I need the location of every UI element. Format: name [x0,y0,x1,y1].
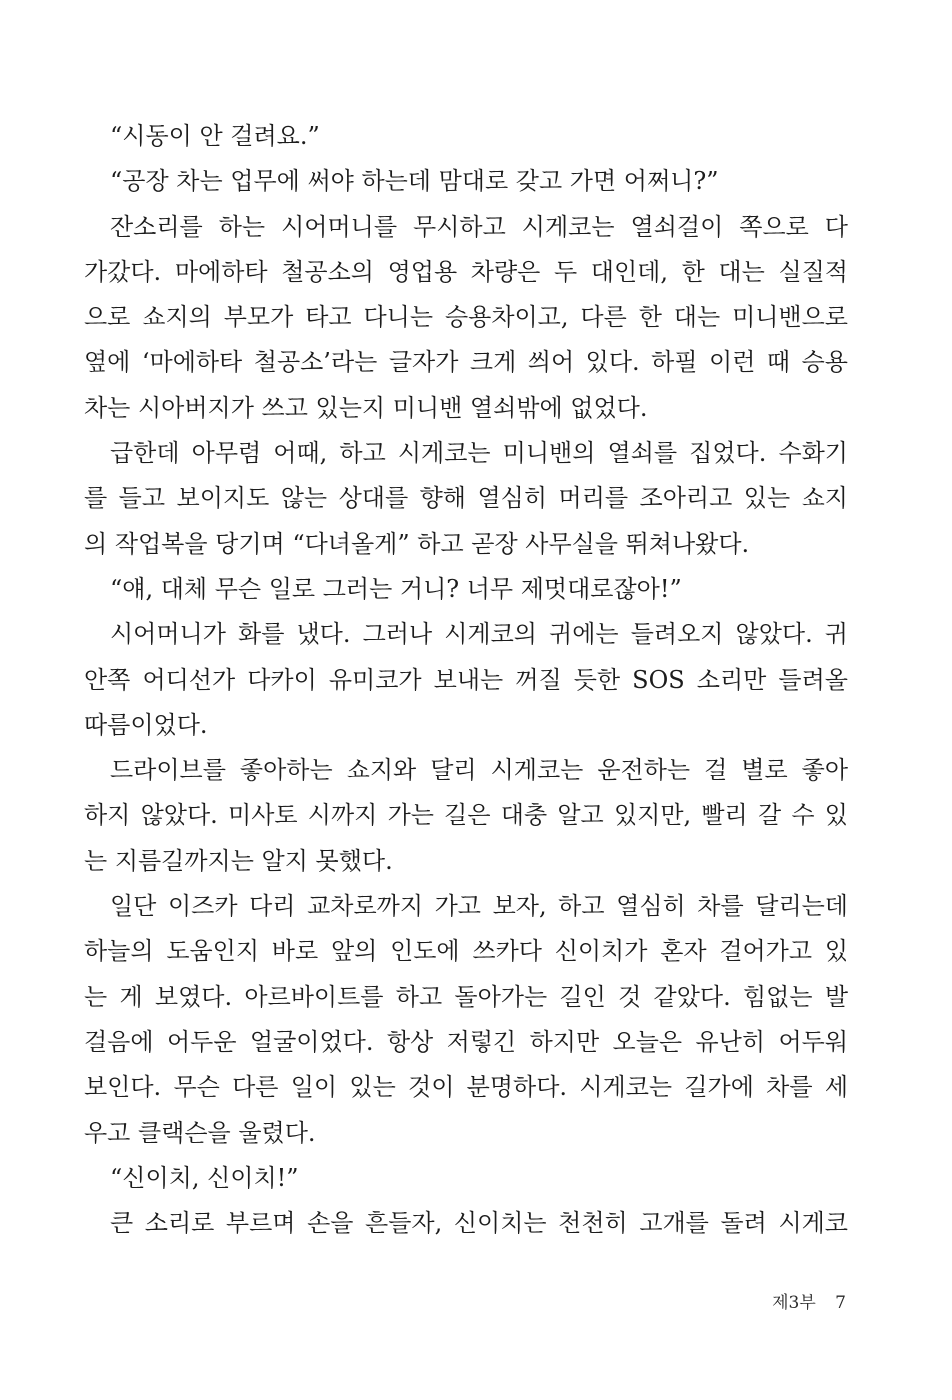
text-line: 급한데 아무렴 어때, 하고 시게코는 미니밴의 열쇠를 집었다. 수화기 [110,439,848,468]
text-line: 으로 쇼지의 부모가 타고 다니는 승용차이고, 다른 한 대는 미니밴으로 [84,303,848,332]
text-line: 가갔다. 마에하타 철공소의 영업용 차량은 두 대인데, 한 대는 실질적 [84,257,848,286]
text-line: “공장 차는 업무에 써야 하는데 맘대로 갖고 가면 어쩌니?” [110,167,719,196]
text-line: 우고 클랙슨을 울렸다. [84,1118,316,1147]
text-line: 하지 않았다. 미사토 시까지 가는 길은 대충 알고 있지만, 빨리 갈 수 있 [84,801,848,830]
text-line: “시동이 안 걸려요.” [110,122,320,150]
text-line: 보인다. 무슨 다른 일이 있는 것이 분명하다. 시게코는 길가에 차를 세 [84,1073,848,1102]
text-line: “얘, 대체 무슨 일로 그러는 거니? 너무 제멋대로잖아!” [110,574,682,603]
text-line: 하늘의 도움인지 바로 앞의 인도에 쓰카다 신이치가 혼자 걸어가고 있 [84,937,848,966]
text-line: 옆에 ‘마에하타 철공소’라는 글자가 크게 씌어 있다. 하필 이런 때 승용 [84,348,848,377]
part-label: 제3부 [772,1293,816,1313]
text-line: 차는 시아버지가 쓰고 있는지 미니밴 열쇠밖에 없었다. [84,393,648,422]
body-text [84,114,848,1246]
text-line: “신이치, 신이치!” [110,1163,299,1192]
text-line: 시어머니가 화를 냈다. 그러나 시게코의 귀에는 들려오지 않았다. 귀 [110,620,848,649]
text-line: 걸음에 어두운 얼굴이었다. 항상 저렇긴 하지만 오늘은 유난히 어두워 [84,1027,848,1056]
text-line: 드라이브를 좋아하는 쇼지와 달리 시게코는 운전하는 걸 별로 좋아 [110,756,848,785]
text-line: 잔소리를 하는 시어머니를 무시하고 시게코는 열쇠걸이 쪽으로 다 [110,212,848,241]
text-line: 를 들고 보이지도 않는 상대를 향해 열심히 머리를 조아리고 있는 쇼지 [84,484,848,513]
text-line: 는 지름길까지는 알지 못했다. [84,846,393,875]
text-line: 안쪽 어디선가 다카이 유미코가 보내는 꺼질 듯한 SOS 소리만 들려올 [84,665,848,694]
page-number: 7 [835,1293,846,1313]
text-line: 의 작업복을 당기며 “다녀올게” 하고 곧장 사무실을 뛰쳐나왔다. [84,529,750,558]
text-line: 큰 소리로 부르며 손을 흔들자, 신이치는 천천히 고개를 돌려 시게코 [110,1209,848,1238]
text-line: 따름이었다. [84,710,208,739]
text-line: 는 게 보였다. 아르바이트를 하고 돌아가는 길인 것 같았다. 힘없는 발 [84,982,848,1011]
page-footer [772,1288,846,1313]
text-line: 일단 이즈카 다리 교차로까지 가고 보자, 하고 열심히 차를 달리는데 [110,892,848,921]
